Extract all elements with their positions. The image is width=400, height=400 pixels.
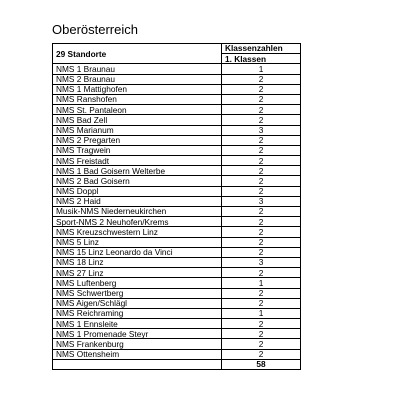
class-count-cell: 2 [222, 156, 301, 166]
subheader-first-classes: 1. Klassen [222, 54, 301, 64]
location-name-cell: NMS 2 Bad Goisern [53, 176, 222, 186]
table-row [53, 125, 301, 135]
table-row [53, 207, 301, 217]
location-name-cell: NMS Aigen/Schlägl [53, 298, 222, 308]
table-total-row [53, 359, 301, 369]
location-name-cell: NMS Luftenberg [53, 278, 222, 288]
table-row [53, 156, 301, 166]
location-name-cell: Sport-NMS 2 Neuhofen/Krems [53, 217, 222, 227]
table-row [53, 288, 301, 298]
table-row [53, 319, 301, 329]
class-count-cell: 3 [222, 196, 301, 206]
location-name-cell: NMS 2 Braunau [53, 74, 222, 84]
table-row [53, 329, 301, 339]
class-count-cell: 1 [222, 64, 301, 74]
class-count-cell: 2 [222, 176, 301, 186]
class-count-cell: 2 [222, 94, 301, 104]
class-count-cell: 2 [222, 84, 301, 94]
location-name-cell: NMS 2 Pregarten [53, 135, 222, 145]
class-count-cell: 2 [222, 217, 301, 227]
table-row [53, 64, 301, 74]
location-name-cell: NMS 15 Linz Leonardo da Vinci [53, 247, 222, 257]
location-name-cell: Musik-NMS Niederneukirchen [53, 207, 222, 217]
class-count-cell: 2 [222, 329, 301, 339]
location-name-cell: NMS Kreuzschwestern Linz [53, 227, 222, 237]
total-label-cell [53, 359, 222, 369]
class-count-cell: 2 [222, 207, 301, 217]
location-name-cell: NMS 1 Bad Goisern Welterbe [53, 166, 222, 176]
class-count-cell: 2 [222, 227, 301, 237]
location-name-cell: NMS Freistadt [53, 156, 222, 166]
location-name-cell: NMS Ottensheim [53, 349, 222, 359]
location-name-cell: NMS 1 Promenade Steyr [53, 329, 222, 339]
class-count-cell: 2 [222, 105, 301, 115]
table-row [53, 74, 301, 84]
location-name-cell: NMS 18 Linz [53, 257, 222, 267]
header-locations: 29 Standorte [53, 44, 222, 64]
class-count-cell: 2 [222, 145, 301, 155]
class-count-cell: 2 [222, 247, 301, 257]
class-count-cell: 2 [222, 135, 301, 145]
class-count-cell: 2 [222, 298, 301, 308]
table-body [53, 64, 301, 370]
table-row [53, 166, 301, 176]
table-row [53, 339, 301, 349]
table-row [53, 94, 301, 104]
total-value-cell: 58 [222, 359, 301, 369]
class-count-cell: 2 [222, 288, 301, 298]
header-class-counts: Klassenzahlen [222, 44, 301, 54]
location-name-cell: NMS 1 Ennsleite [53, 319, 222, 329]
location-name-cell: NMS St. Pantaleon [53, 105, 222, 115]
table-row [53, 278, 301, 288]
class-count-cell: 2 [222, 268, 301, 278]
locations-table [52, 43, 301, 370]
location-name-cell: NMS Reichraming [53, 308, 222, 318]
table-row [53, 268, 301, 278]
table-row [53, 84, 301, 94]
class-count-cell: 2 [222, 74, 301, 84]
table-row [53, 247, 301, 257]
table-row [53, 298, 301, 308]
location-name-cell: NMS Tragwein [53, 145, 222, 155]
table-row [53, 237, 301, 247]
class-count-cell: 3 [222, 257, 301, 267]
class-count-cell: 1 [222, 308, 301, 318]
location-name-cell: NMS Schwertberg [53, 288, 222, 298]
location-name-cell: NMS 1 Braunau [53, 64, 222, 74]
table-row [53, 308, 301, 318]
location-name-cell: NMS 1 Mattighofen [53, 84, 222, 94]
table-row [53, 196, 301, 206]
location-name-cell: NMS Ranshofen [53, 94, 222, 104]
class-count-cell: 2 [222, 349, 301, 359]
location-name-cell: NMS 5 Linz [53, 237, 222, 247]
class-count-cell: 2 [222, 339, 301, 349]
table-row [53, 217, 301, 227]
table-row [53, 227, 301, 237]
location-name-cell: NMS Doppl [53, 186, 222, 196]
table-row [53, 135, 301, 145]
location-name-cell: NMS Bad Zell [53, 115, 222, 125]
table-row [53, 105, 301, 115]
table-row [53, 257, 301, 267]
table-row [53, 115, 301, 125]
location-name-cell: NMS Marianum [53, 125, 222, 135]
table-row [53, 186, 301, 196]
class-count-cell: 2 [222, 319, 301, 329]
table-header-row [53, 44, 301, 54]
class-count-cell: 2 [222, 115, 301, 125]
table-row [53, 176, 301, 186]
location-name-cell: NMS 27 Linz [53, 268, 222, 278]
class-count-cell: 2 [222, 237, 301, 247]
class-count-cell: 1 [222, 278, 301, 288]
page-title: Oberösterreich [52, 22, 138, 37]
table-row [53, 145, 301, 155]
table-row [53, 349, 301, 359]
location-name-cell: NMS 2 Haid [53, 196, 222, 206]
class-count-cell: 2 [222, 166, 301, 176]
location-name-cell: NMS Frankenburg [53, 339, 222, 349]
class-count-cell: 3 [222, 125, 301, 135]
class-count-cell: 2 [222, 186, 301, 196]
